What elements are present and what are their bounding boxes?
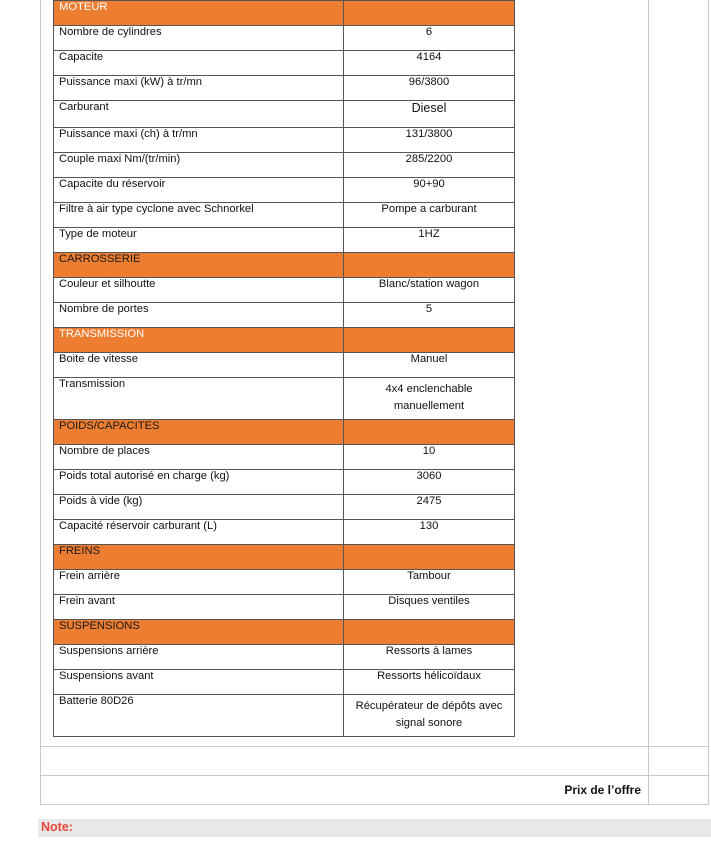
section-header-row [54,328,515,353]
row-label: Frein avant [54,595,344,620]
row-label: Boite de vitesse [54,353,344,378]
section-header-row [54,420,515,445]
row-value: 4164 [344,51,515,76]
row-value: Pompe a carburant [344,203,515,228]
row-label: Type de moteur [54,228,344,253]
row-value: 5 [344,303,515,328]
row-value: Blanc/station wagon [344,278,515,303]
table-row [54,26,515,51]
row-label: Capacite du réservoir [54,178,344,203]
row-label: Transmission [54,378,344,420]
table-row [54,101,515,128]
spec-table [53,0,515,737]
row-label: Nombre de places [54,445,344,470]
table-row [54,470,515,495]
table-row [54,445,515,470]
row-value: 3060 [344,470,515,495]
row-value: 285/2200 [344,153,515,178]
row-label: Nombre de cylindres [54,26,344,51]
row-label: Poids total autorisé en charge (kg) [54,470,344,495]
row-label: Batterie 80D26 [54,695,344,737]
row-value: Ressorts à lames [344,645,515,670]
section-title: SUSPENSIONS [54,620,344,645]
row-value: Ressorts hélicoïdaux [344,670,515,695]
row-label: Puissance maxi (kW) à tr/mn [54,76,344,101]
section-title: POIDS/CAPACITES [54,420,344,445]
row-label: Suspensions arrière [54,645,344,670]
row-label: Capacité réservoir carburant (L) [54,520,344,545]
row-value: 1HZ [344,228,515,253]
outer-frame-line-2 [40,775,709,776]
row-value: Disques ventiles [344,595,515,620]
price-offer-label: Prix de l’offre [564,783,641,797]
row-label: Nombre de portes [54,303,344,328]
table-row [54,278,515,303]
section-header-empty-cell [344,253,515,278]
section-header-empty-cell [344,420,515,445]
section-header-row [54,253,515,278]
row-value: 2475 [344,495,515,520]
table-row [54,595,515,620]
table-row [54,570,515,595]
row-label: Couleur et silhoutte [54,278,344,303]
table-row [54,178,515,203]
section-title: TRANSMISSION [54,328,344,353]
table-row [54,228,515,253]
table-row [54,520,515,545]
section-title: MOTEUR [54,1,344,26]
section-header-empty-cell [344,620,515,645]
row-value: 10 [344,445,515,470]
section-header-empty-cell [344,1,515,26]
section-title: FREINS [54,545,344,570]
section-title: CARROSSERIE [54,253,344,278]
table-row [54,76,515,101]
table-row [54,51,515,76]
row-label: Frein arrière [54,570,344,595]
section-header-empty-cell [344,328,515,353]
section-header-row [54,620,515,645]
table-row [54,203,515,228]
row-label: Couple maxi Nm/(tr/min) [54,153,344,178]
note-label: Note: [41,820,73,834]
table-row [54,353,515,378]
table-row [54,645,515,670]
row-value: 6 [344,26,515,51]
row-label: Capacite [54,51,344,76]
section-header-row [54,545,515,570]
outer-frame-line-1 [40,746,709,747]
row-label: Suspensions avant [54,670,344,695]
table-row [54,670,515,695]
section-header-row [54,1,515,26]
row-label: Filtre à air type cyclone avec Schnorkel [54,203,344,228]
row-value: 131/3800 [344,128,515,153]
row-value: Tambour [344,570,515,595]
table-row [54,303,515,328]
row-value: Diesel [344,101,515,128]
outer-frame-bottom-line [40,804,709,805]
row-label: Puissance maxi (ch) à tr/mn [54,128,344,153]
section-header-empty-cell [344,545,515,570]
row-value: Récupérateur de dépôts avec signal sonore [344,695,515,737]
row-label: Carburant [54,101,344,128]
table-row [54,378,515,420]
table-row [54,695,515,737]
row-value: 130 [344,520,515,545]
row-value: Manuel [344,353,515,378]
row-value: 96/3800 [344,76,515,101]
outer-frame-left-line [40,0,41,804]
table-row [54,495,515,520]
table-row [54,153,515,178]
row-value: 4x4 enclenchable manuellement [344,378,515,420]
outer-frame-right-line [708,0,709,804]
outer-frame-col-divider [648,0,649,804]
table-row [54,128,515,153]
note-bar [38,819,711,837]
row-value: 90+90 [344,178,515,203]
row-label: Poids à vide (kg) [54,495,344,520]
